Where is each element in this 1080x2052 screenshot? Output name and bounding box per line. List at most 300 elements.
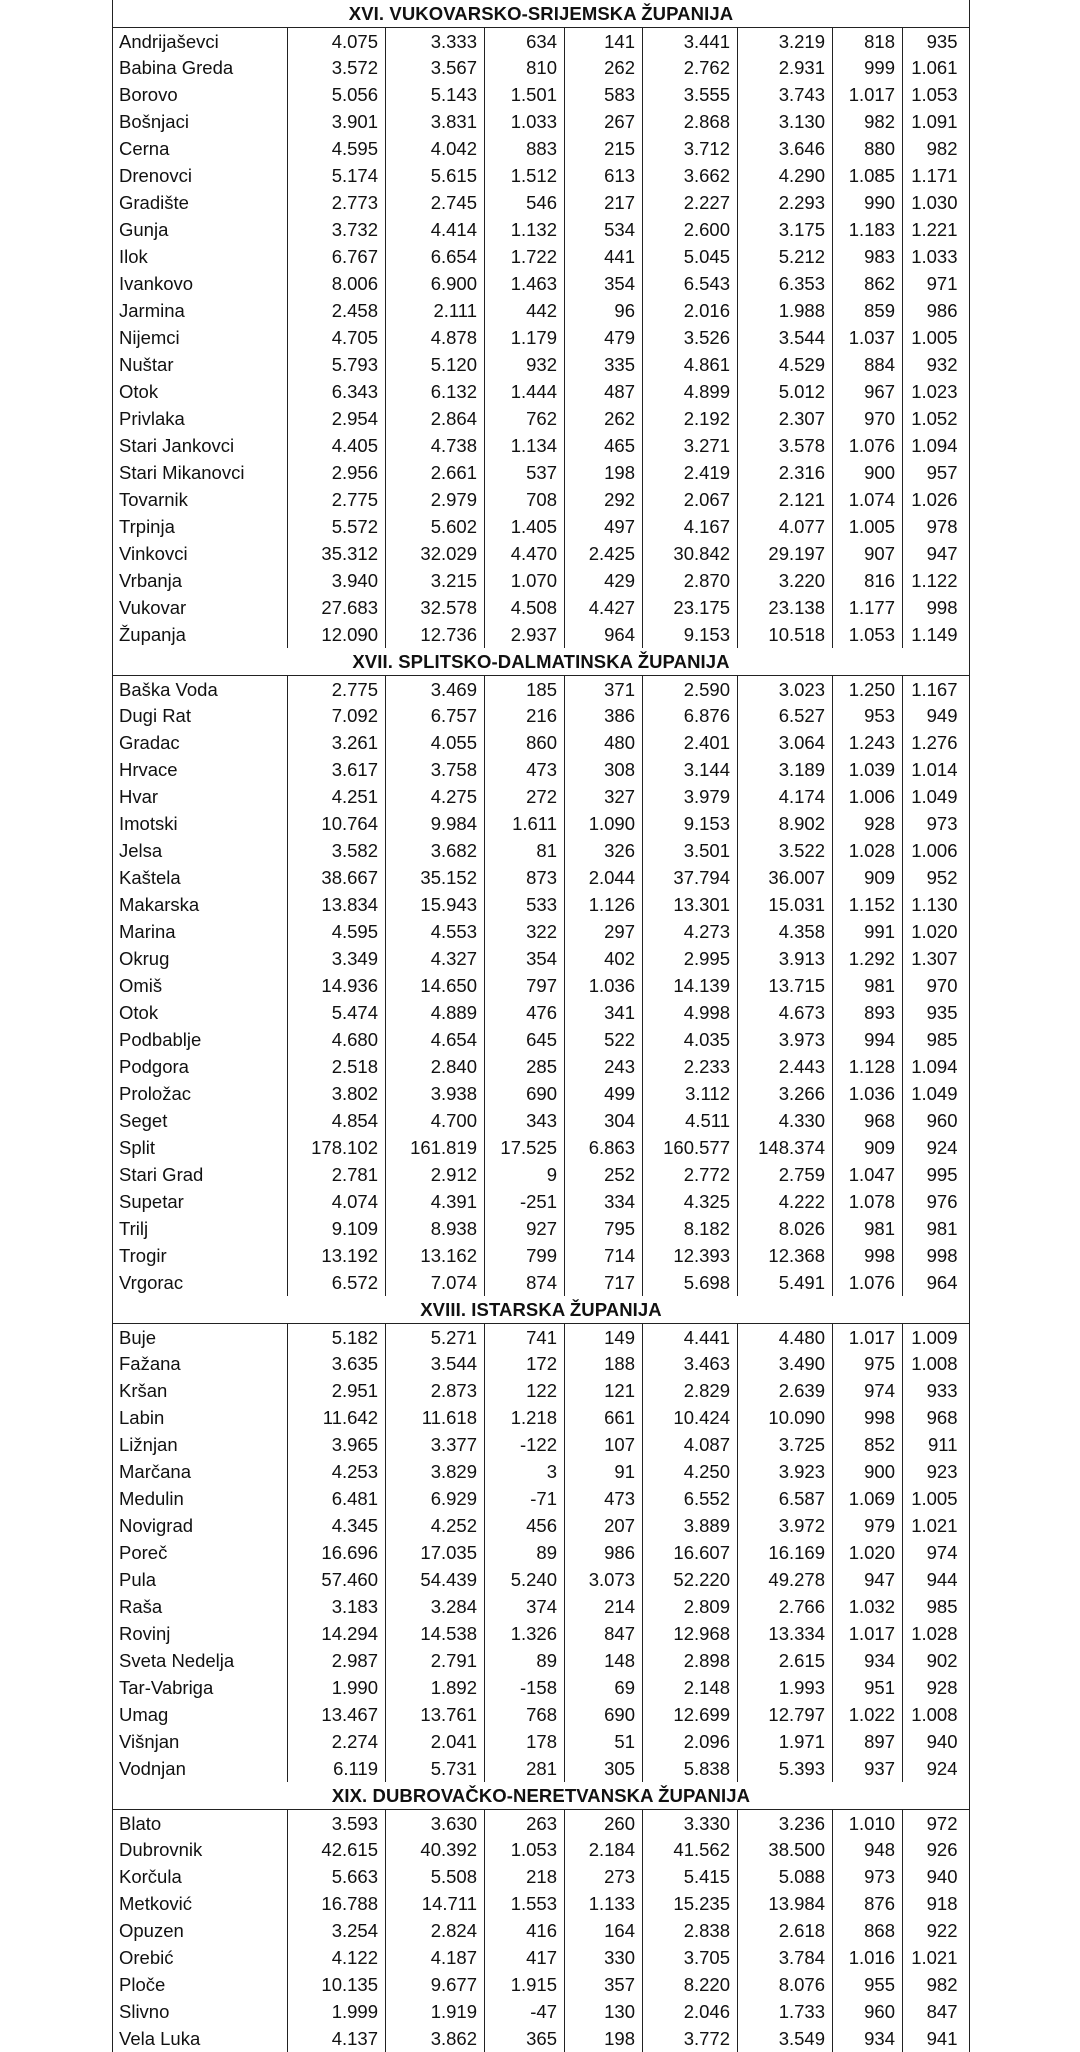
value-cell: 32.578 bbox=[386, 594, 485, 621]
municipality-name-cell: Gradac bbox=[113, 729, 288, 756]
value-cell: 3.578 bbox=[738, 432, 833, 459]
value-cell: 947 bbox=[833, 1566, 903, 1593]
value-cell: 334 bbox=[565, 1188, 643, 1215]
value-cell: 3.772 bbox=[643, 2025, 738, 2052]
value-cell: 928 bbox=[926, 1677, 958, 1698]
value-cell: 1.501 bbox=[485, 81, 565, 108]
value-cell: 3.889 bbox=[643, 1512, 738, 1539]
value-cell: 10.518 bbox=[738, 621, 833, 648]
value-cell: 935 bbox=[926, 31, 958, 52]
value-cell: 1.022 bbox=[833, 1701, 903, 1728]
value-cell: 3.555 bbox=[643, 81, 738, 108]
value-cell: 40.392 bbox=[386, 1836, 485, 1863]
value-cell: 1.017 bbox=[833, 1620, 903, 1647]
municipality-name-cell: Novigrad bbox=[113, 1512, 288, 1539]
table-row bbox=[112, 459, 970, 486]
value-cell: 1.218 bbox=[485, 1404, 565, 1431]
value-cell: 3.923 bbox=[738, 1458, 833, 1485]
value-cell: 1.020 bbox=[833, 1539, 903, 1566]
value-cell: 2.838 bbox=[643, 1917, 738, 1944]
municipality-name-cell: Proložac bbox=[113, 1080, 288, 1107]
value-cell: 3.973 bbox=[738, 1026, 833, 1053]
value-cell: 1.085 bbox=[833, 162, 903, 189]
value-cell: 2.274 bbox=[288, 1728, 386, 1755]
value-cell: 982 bbox=[926, 1974, 958, 1995]
municipality-name-cell: Supetar bbox=[113, 1188, 288, 1215]
value-cell: 768 bbox=[485, 1701, 565, 1728]
municipality-name-cell: Nuštar bbox=[113, 351, 288, 378]
table-row bbox=[112, 945, 970, 972]
value-cell: 4.553 bbox=[386, 918, 485, 945]
value-cell: 322 bbox=[485, 918, 565, 945]
value-cell: 3.544 bbox=[386, 1350, 485, 1377]
value-cell: 3.940 bbox=[288, 567, 386, 594]
value-cell: 1.037 bbox=[833, 324, 903, 351]
value-cell: 13.301 bbox=[643, 891, 738, 918]
value-cell: 1.276 bbox=[911, 732, 958, 753]
value-cell: 714 bbox=[565, 1242, 643, 1269]
value-cell: 2.873 bbox=[386, 1377, 485, 1404]
municipality-name-cell: Split bbox=[113, 1134, 288, 1161]
value-cell: 37.794 bbox=[643, 864, 738, 891]
value-cell: 970 bbox=[926, 975, 958, 996]
table-row bbox=[112, 1593, 970, 1620]
value-cell: 2.184 bbox=[565, 1836, 643, 1863]
municipality-name-cell: Medulin bbox=[113, 1485, 288, 1512]
value-cell: 2.618 bbox=[738, 1917, 833, 1944]
value-cell: 645 bbox=[485, 1026, 565, 1053]
value-cell: 1.076 bbox=[833, 1269, 903, 1296]
value-cell: 8.006 bbox=[288, 270, 386, 297]
value-cell: 1.512 bbox=[485, 162, 565, 189]
value-cell: 1.033 bbox=[485, 108, 565, 135]
municipality-name-cell: Stari Grad bbox=[113, 1161, 288, 1188]
value-cell: 933 bbox=[926, 1380, 958, 1401]
value-cell: 3.501 bbox=[643, 837, 738, 864]
value-cell: 522 bbox=[565, 1026, 643, 1053]
value-cell: 924 bbox=[926, 1758, 958, 1779]
municipality-name-cell: Sveta Nedelja bbox=[113, 1647, 288, 1674]
value-cell: 4.595 bbox=[288, 135, 386, 162]
table-row bbox=[112, 1512, 970, 1539]
table-row bbox=[112, 1566, 970, 1593]
value-cell: 1.053 bbox=[911, 84, 958, 105]
value-cell: 305 bbox=[565, 1755, 643, 1782]
value-cell: 281 bbox=[485, 1755, 565, 1782]
value-cell: 2.227 bbox=[643, 189, 738, 216]
value-cell: 4.325 bbox=[643, 1188, 738, 1215]
value-cell: 12.368 bbox=[738, 1242, 833, 1269]
municipality-name-cell: Imotski bbox=[113, 810, 288, 837]
value-cell: 1.919 bbox=[386, 1998, 485, 2025]
value-cell: 2.954 bbox=[288, 405, 386, 432]
value-cell: 35.152 bbox=[386, 864, 485, 891]
value-cell: 2.775 bbox=[288, 676, 386, 702]
value-cell: 934 bbox=[833, 2025, 903, 2052]
value-cell: 442 bbox=[485, 297, 565, 324]
value-cell: 81 bbox=[485, 837, 565, 864]
value-cell: 2.781 bbox=[288, 1161, 386, 1188]
value-cell: 4.595 bbox=[288, 918, 386, 945]
value-cell: 3.284 bbox=[386, 1593, 485, 1620]
value-cell: 3.635 bbox=[288, 1350, 386, 1377]
value-cell: 902 bbox=[926, 1650, 958, 1671]
value-cell: 12.090 bbox=[288, 621, 386, 648]
value-cell: 940 bbox=[926, 1731, 958, 1752]
value-cell: 922 bbox=[926, 1920, 958, 1941]
value-cell: 968 bbox=[833, 1107, 903, 1134]
table-row bbox=[112, 864, 970, 891]
value-cell: 2.016 bbox=[643, 297, 738, 324]
value-cell: 1.130 bbox=[911, 894, 958, 915]
value-cell: 12.968 bbox=[643, 1620, 738, 1647]
value-cell: 985 bbox=[926, 1596, 958, 1617]
value-cell: 473 bbox=[485, 756, 565, 783]
value-cell: 17.525 bbox=[485, 1134, 565, 1161]
value-cell: 924 bbox=[926, 1137, 958, 1158]
value-cell: 1.033 bbox=[911, 246, 958, 267]
municipality-name-cell: Hvar bbox=[113, 783, 288, 810]
value-cell: 2.773 bbox=[288, 189, 386, 216]
value-cell: 998 bbox=[833, 1404, 903, 1431]
value-cell: 3.254 bbox=[288, 1917, 386, 1944]
value-cell: 1.017 bbox=[833, 81, 903, 108]
municipality-name-cell: Privlaka bbox=[113, 405, 288, 432]
value-cell: 23.138 bbox=[738, 594, 833, 621]
table-row bbox=[112, 1917, 970, 1944]
value-cell: 3.965 bbox=[288, 1431, 386, 1458]
value-cell: 7.092 bbox=[288, 702, 386, 729]
value-cell: 4.327 bbox=[386, 945, 485, 972]
value-cell: 897 bbox=[833, 1728, 903, 1755]
value-cell: 1.030 bbox=[911, 192, 958, 213]
value-cell: 30.842 bbox=[643, 540, 738, 567]
value-cell: 799 bbox=[485, 1242, 565, 1269]
table-row bbox=[112, 1809, 970, 1836]
value-cell: 797 bbox=[485, 972, 565, 999]
value-cell: 4.042 bbox=[386, 135, 485, 162]
value-cell: 16.696 bbox=[288, 1539, 386, 1566]
value-cell: 5.393 bbox=[738, 1755, 833, 1782]
value-cell: 661 bbox=[565, 1404, 643, 1431]
value-cell: 949 bbox=[926, 705, 958, 726]
municipality-name-cell: Baška Voda bbox=[113, 676, 288, 702]
table-row bbox=[112, 1674, 970, 1701]
value-cell: 10.135 bbox=[288, 1971, 386, 1998]
value-cell: 9.153 bbox=[643, 810, 738, 837]
value-cell: 2.590 bbox=[643, 676, 738, 702]
value-cell: 8.182 bbox=[643, 1215, 738, 1242]
value-cell: 2.898 bbox=[643, 1647, 738, 1674]
value-cell: 3.490 bbox=[738, 1350, 833, 1377]
value-cell: 4.529 bbox=[738, 351, 833, 378]
value-cell: 5.508 bbox=[386, 1863, 485, 1890]
value-cell: 164 bbox=[565, 1917, 643, 1944]
value-cell: 1.326 bbox=[485, 1620, 565, 1647]
value-cell: 13.334 bbox=[738, 1620, 833, 1647]
value-cell: 14.538 bbox=[386, 1620, 485, 1647]
value-cell: 188 bbox=[565, 1350, 643, 1377]
table-row bbox=[112, 135, 970, 162]
table-row bbox=[112, 1485, 970, 1512]
value-cell: 810 bbox=[485, 54, 565, 81]
table-row bbox=[112, 378, 970, 405]
value-cell: 12.699 bbox=[643, 1701, 738, 1728]
value-cell: 1.053 bbox=[833, 621, 903, 648]
value-cell: 960 bbox=[926, 1110, 958, 1131]
value-cell: 3.073 bbox=[565, 1566, 643, 1593]
value-cell: 1.307 bbox=[911, 948, 958, 969]
table-row bbox=[112, 432, 970, 459]
value-cell: 4.330 bbox=[738, 1107, 833, 1134]
value-cell: 2.096 bbox=[643, 1728, 738, 1755]
value-cell: 1.090 bbox=[565, 810, 643, 837]
value-cell: 8.026 bbox=[738, 1215, 833, 1242]
value-cell: 3.829 bbox=[386, 1458, 485, 1485]
value-cell: 2.458 bbox=[288, 297, 386, 324]
value-cell: 3.220 bbox=[738, 567, 833, 594]
value-cell: 3.377 bbox=[386, 1431, 485, 1458]
municipality-name-cell: Nijemci bbox=[113, 324, 288, 351]
value-cell: 2.518 bbox=[288, 1053, 386, 1080]
value-cell: 3.333 bbox=[386, 28, 485, 54]
value-cell: 365 bbox=[485, 2025, 565, 2052]
value-cell: 4.511 bbox=[643, 1107, 738, 1134]
value-cell: 465 bbox=[565, 432, 643, 459]
table-row bbox=[112, 837, 970, 864]
value-cell: 13.192 bbox=[288, 1242, 386, 1269]
value-cell: 6.767 bbox=[288, 243, 386, 270]
value-cell: 6.654 bbox=[386, 243, 485, 270]
value-cell: 2.615 bbox=[738, 1647, 833, 1674]
municipality-name-cell: Marina bbox=[113, 918, 288, 945]
municipality-name-cell: Tovarnik bbox=[113, 486, 288, 513]
value-cell: 260 bbox=[565, 1810, 643, 1836]
value-cell: 2.937 bbox=[485, 621, 565, 648]
value-cell: 944 bbox=[926, 1569, 958, 1590]
municipality-name-cell: Marčana bbox=[113, 1458, 288, 1485]
value-cell: 4.035 bbox=[643, 1026, 738, 1053]
value-cell: 262 bbox=[565, 54, 643, 81]
table-row bbox=[112, 486, 970, 513]
table-row bbox=[112, 513, 970, 540]
value-cell: 1.122 bbox=[911, 570, 958, 591]
municipality-name-cell: Stari Mikanovci bbox=[113, 459, 288, 486]
value-cell: 15.943 bbox=[386, 891, 485, 918]
value-cell: 998 bbox=[926, 1245, 958, 1266]
value-cell: 868 bbox=[833, 1917, 903, 1944]
value-cell: 327 bbox=[565, 783, 643, 810]
value-cell: 1.032 bbox=[833, 1593, 903, 1620]
value-cell: 14.294 bbox=[288, 1620, 386, 1647]
value-cell: 3.593 bbox=[288, 1810, 386, 1836]
value-cell: 918 bbox=[926, 1893, 958, 1914]
value-cell: 1.999 bbox=[288, 1998, 386, 2025]
value-cell: 3.219 bbox=[738, 28, 833, 54]
value-cell: 4.137 bbox=[288, 2025, 386, 2052]
value-cell: 285 bbox=[485, 1053, 565, 1080]
value-cell: 2.912 bbox=[386, 1161, 485, 1188]
table-row bbox=[112, 54, 970, 81]
value-cell: 1.152 bbox=[833, 891, 903, 918]
value-cell: 262 bbox=[565, 405, 643, 432]
value-cell: 1.036 bbox=[565, 972, 643, 999]
value-cell: 4.222 bbox=[738, 1188, 833, 1215]
value-cell: 330 bbox=[565, 1944, 643, 1971]
value-cell: 252 bbox=[565, 1161, 643, 1188]
value-cell: 4.273 bbox=[643, 918, 738, 945]
value-cell: 5.491 bbox=[738, 1269, 833, 1296]
value-cell: 1.993 bbox=[738, 1674, 833, 1701]
value-cell: 974 bbox=[926, 1542, 958, 1563]
value-cell: 4.250 bbox=[643, 1458, 738, 1485]
county-section-title: XIX. DUBROVAČKO-NERETVANSKA ŽUPANIJA bbox=[112, 1782, 970, 1809]
value-cell: 198 bbox=[565, 459, 643, 486]
value-cell: 981 bbox=[833, 972, 903, 999]
value-cell: 3.617 bbox=[288, 756, 386, 783]
municipality-name-cell: Trogir bbox=[113, 1242, 288, 1269]
value-cell: 107 bbox=[565, 1431, 643, 1458]
value-cell: 4.508 bbox=[485, 594, 565, 621]
value-cell: 3 bbox=[485, 1458, 565, 1485]
value-cell: 1.171 bbox=[911, 165, 958, 186]
value-cell: 216 bbox=[485, 702, 565, 729]
value-cell: 940 bbox=[926, 1866, 958, 1887]
table-row bbox=[112, 1701, 970, 1728]
table-row bbox=[112, 324, 970, 351]
value-cell: 3.732 bbox=[288, 216, 386, 243]
table-row bbox=[112, 675, 970, 702]
table-row bbox=[112, 1728, 970, 1755]
value-cell: 6.132 bbox=[386, 378, 485, 405]
value-cell: 3.712 bbox=[643, 135, 738, 162]
value-cell: 4.680 bbox=[288, 1026, 386, 1053]
value-cell: 13.984 bbox=[738, 1890, 833, 1917]
value-cell: 1.078 bbox=[833, 1188, 903, 1215]
value-cell: 357 bbox=[565, 1971, 643, 1998]
value-cell: 1.005 bbox=[911, 327, 958, 348]
value-cell: 1.611 bbox=[485, 810, 565, 837]
table-row bbox=[112, 351, 970, 378]
value-cell: 149 bbox=[565, 1324, 643, 1350]
value-cell: 2.639 bbox=[738, 1377, 833, 1404]
value-cell: 2.419 bbox=[643, 459, 738, 486]
municipality-name-cell: Dubrovnik bbox=[113, 1836, 288, 1863]
value-cell: 1.134 bbox=[485, 432, 565, 459]
value-cell: 371 bbox=[565, 676, 643, 702]
value-cell: 3.236 bbox=[738, 1810, 833, 1836]
municipality-name-cell: Kršan bbox=[113, 1377, 288, 1404]
value-cell: 982 bbox=[833, 108, 903, 135]
value-cell: 613 bbox=[565, 162, 643, 189]
value-cell: 5.212 bbox=[738, 243, 833, 270]
table-row bbox=[112, 189, 970, 216]
value-cell: 2.661 bbox=[386, 459, 485, 486]
table-row bbox=[112, 1890, 970, 1917]
value-cell: 909 bbox=[833, 1134, 903, 1161]
value-cell: 263 bbox=[485, 1810, 565, 1836]
value-cell: 1.005 bbox=[833, 513, 903, 540]
value-cell: 2.840 bbox=[386, 1053, 485, 1080]
value-cell: 14.936 bbox=[288, 972, 386, 999]
value-cell: 9.984 bbox=[386, 810, 485, 837]
table-row bbox=[112, 729, 970, 756]
value-cell: 1.014 bbox=[911, 759, 958, 780]
value-cell: 429 bbox=[565, 567, 643, 594]
value-cell: 4.405 bbox=[288, 432, 386, 459]
value-cell: 5.012 bbox=[738, 378, 833, 405]
value-cell: 12.797 bbox=[738, 1701, 833, 1728]
value-cell: 41.562 bbox=[643, 1836, 738, 1863]
municipality-name-cell: Ilok bbox=[113, 243, 288, 270]
county-section-title: XVII. SPLITSKO-DALMATINSKA ŽUPANIJA bbox=[112, 648, 970, 675]
value-cell: 1.020 bbox=[911, 921, 958, 942]
value-cell: 1.052 bbox=[911, 408, 958, 429]
value-cell: 6.757 bbox=[386, 702, 485, 729]
value-cell: 2.979 bbox=[386, 486, 485, 513]
table-row bbox=[112, 756, 970, 783]
table-row bbox=[112, 621, 970, 648]
value-cell: 4.174 bbox=[738, 783, 833, 810]
municipality-name-cell: Ivankovo bbox=[113, 270, 288, 297]
value-cell: 533 bbox=[485, 891, 565, 918]
value-cell: 1.126 bbox=[565, 891, 643, 918]
value-cell: 960 bbox=[833, 1998, 903, 2025]
municipality-name-cell: Babina Greda bbox=[113, 54, 288, 81]
value-cell: 990 bbox=[833, 189, 903, 216]
value-cell: 1.405 bbox=[485, 513, 565, 540]
value-cell: 3.130 bbox=[738, 108, 833, 135]
value-cell: 4.480 bbox=[738, 1324, 833, 1350]
value-cell: 968 bbox=[926, 1407, 958, 1428]
value-cell: 932 bbox=[926, 354, 958, 375]
value-cell: 951 bbox=[833, 1674, 903, 1701]
value-cell: 2.044 bbox=[565, 864, 643, 891]
value-cell: -71 bbox=[485, 1485, 565, 1512]
value-cell: 974 bbox=[833, 1377, 903, 1404]
value-cell: 52.220 bbox=[643, 1566, 738, 1593]
value-cell: 121 bbox=[565, 1377, 643, 1404]
value-cell: 214 bbox=[565, 1593, 643, 1620]
municipality-name-cell: Seget bbox=[113, 1107, 288, 1134]
value-cell: 5.415 bbox=[643, 1863, 738, 1890]
value-cell: 96 bbox=[565, 297, 643, 324]
value-cell: 1.915 bbox=[485, 1971, 565, 1998]
table-row bbox=[112, 702, 970, 729]
value-cell: 10.424 bbox=[643, 1404, 738, 1431]
value-cell: 1.733 bbox=[738, 1998, 833, 2025]
value-cell: 1.069 bbox=[833, 1485, 903, 1512]
municipality-name-cell: Labin bbox=[113, 1404, 288, 1431]
value-cell: 4.470 bbox=[485, 540, 565, 567]
value-cell: 1.133 bbox=[565, 1890, 643, 1917]
table-row bbox=[112, 1944, 970, 1971]
table-row bbox=[112, 297, 970, 324]
municipality-name-cell: Vinkovci bbox=[113, 540, 288, 567]
value-cell: 3.802 bbox=[288, 1080, 386, 1107]
value-cell: 534 bbox=[565, 216, 643, 243]
value-cell: 907 bbox=[833, 540, 903, 567]
value-cell: 23.175 bbox=[643, 594, 738, 621]
value-cell: 3.979 bbox=[643, 783, 738, 810]
value-cell: 292 bbox=[565, 486, 643, 513]
value-cell: 935 bbox=[926, 1002, 958, 1023]
value-cell: 1.988 bbox=[738, 297, 833, 324]
value-cell: 12.736 bbox=[386, 621, 485, 648]
municipality-name-cell: Rovinj bbox=[113, 1620, 288, 1647]
table-row bbox=[112, 1215, 970, 1242]
value-cell: 2.864 bbox=[386, 405, 485, 432]
